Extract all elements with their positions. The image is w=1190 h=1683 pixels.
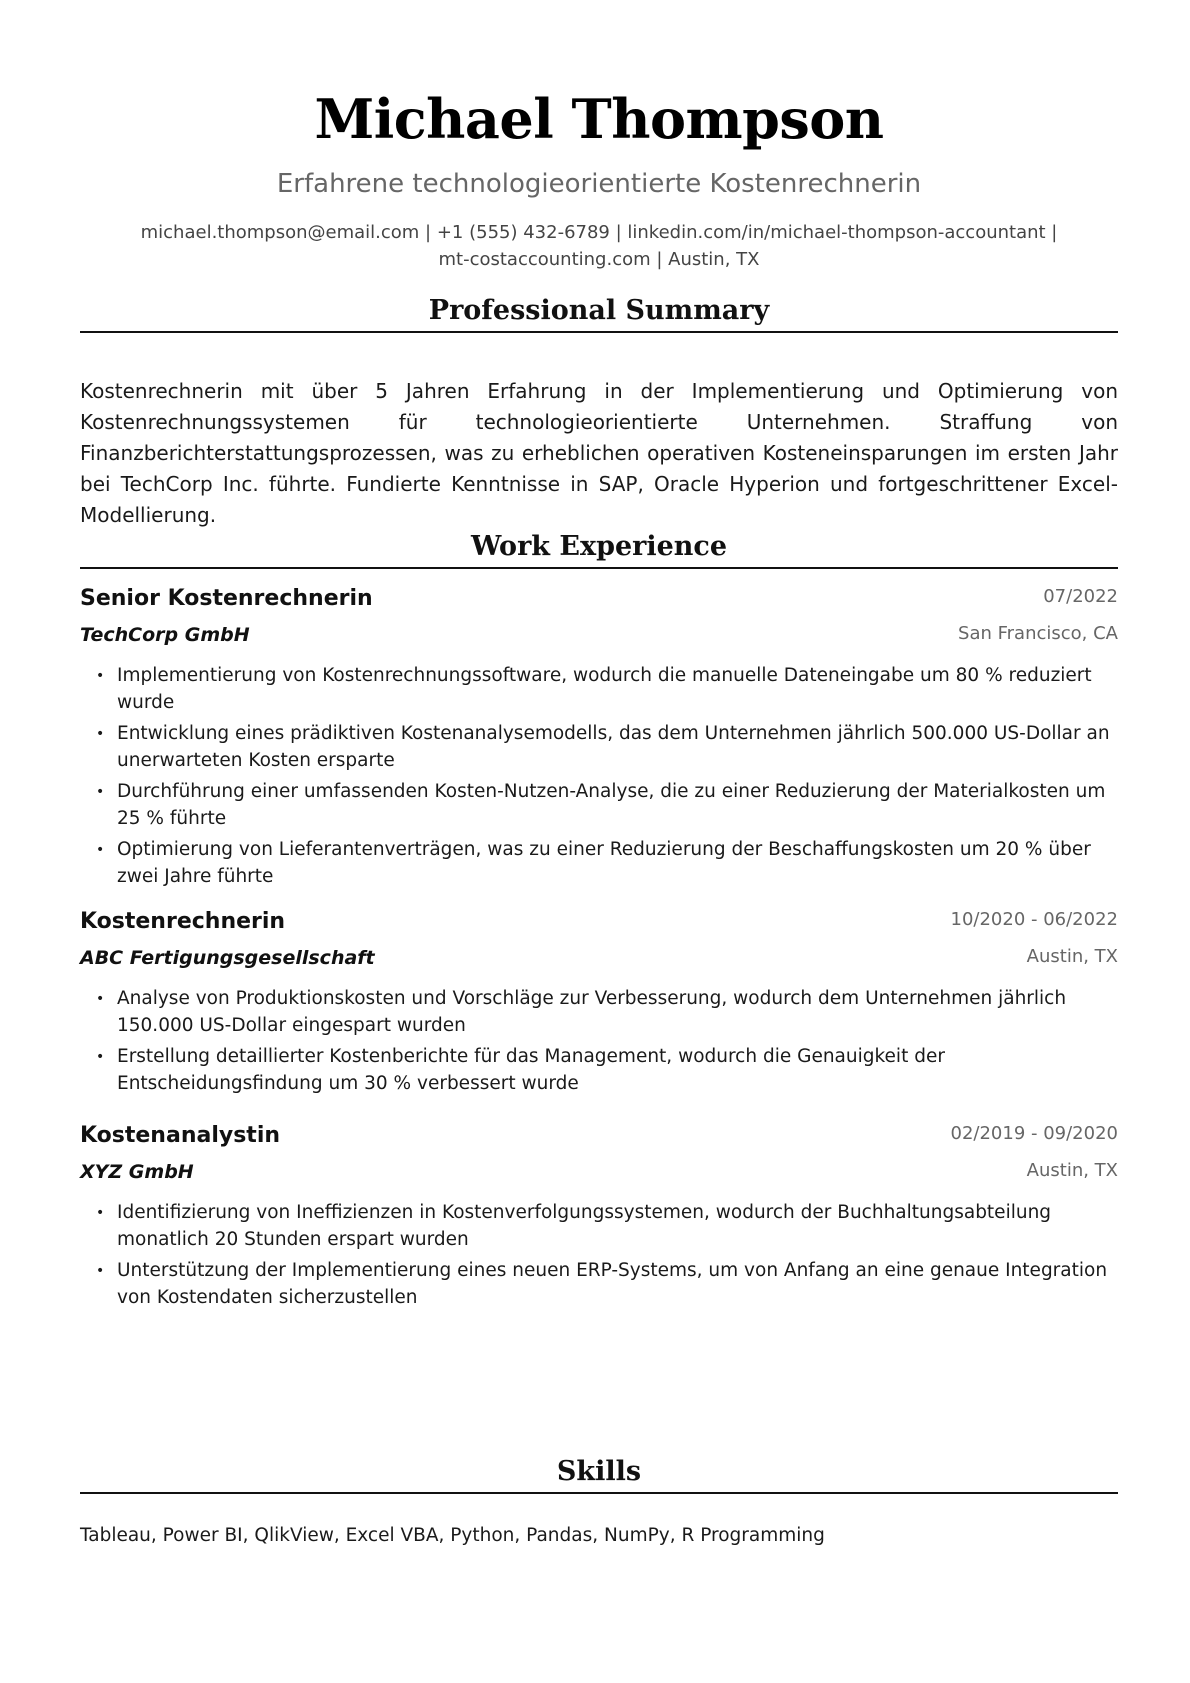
job-title: Kostenrechnerin xyxy=(80,909,286,934)
bullet-icon: • xyxy=(96,1263,105,1279)
company-name: XYZ GmbH xyxy=(80,1161,194,1183)
achievement-text: Entwicklung eines prädiktiven Kostenanalysemodells, das dem Unternehmen jährlich 500.000 US-Dollar an unerwarteten Kosten ersparte xyxy=(117,723,1110,771)
job-achievements xyxy=(80,986,1118,1097)
skills-list: Tableau, Power BI, QlikView, Excel VBA, Python, Pandas, NumPy, R Programming xyxy=(80,1525,825,1546)
job-entry xyxy=(80,1118,1118,1316)
job-location: San Francisco, CA xyxy=(958,623,1118,644)
company-name: ABC Fertigungsgesellschaft xyxy=(80,947,375,969)
achievement-text: Analyse von Produktionskosten und Vorschläge zur Verbesserung, wodurch dem Unternehmen jährlich 150.000 US-Dollar eingespart wurden xyxy=(117,988,1067,1036)
job-date: 10/2020 - 06/2022 xyxy=(950,909,1118,930)
job-date: 02/2019 - 09/2020 xyxy=(950,1123,1118,1144)
experience-divider xyxy=(80,567,1118,569)
achievement-text: Unterstützung der Implementierung eines neuen ERP-Systems, um von Anfang an eine genaue Integration von Kostendaten sicherzustellen xyxy=(117,1260,1108,1308)
bullet-icon: • xyxy=(96,1049,105,1065)
achievement-item xyxy=(80,837,1118,890)
achievement-item xyxy=(80,1258,1118,1311)
achievement-text: Optimierung von Lieferantenverträgen, was zu einer Reduzierung der Beschaffungskosten um 20 % über zwei Jahre führte xyxy=(117,839,1091,887)
bullet-icon: • xyxy=(96,842,105,858)
achievement-item xyxy=(80,1044,1118,1097)
achievement-text: Identifizierung von Ineffizienzen in Kostenverfolgungssystemen, wodurch der Buchhaltungsabteilung monatlich 20 Stunden erspart wurden xyxy=(117,1202,1052,1250)
summary-heading: Professional Summary xyxy=(428,295,770,326)
summary-divider xyxy=(80,331,1118,333)
job-entry xyxy=(80,904,1118,1102)
achievement-item xyxy=(80,779,1118,832)
experience-heading: Work Experience xyxy=(470,531,728,562)
skills-heading: Skills xyxy=(556,1456,642,1487)
achievement-text: Implementierung von Kostenrechnungssoftware, wodurch die manuelle Dateneingabe um 80 % reduziert wurde xyxy=(117,665,1092,713)
contact-info xyxy=(80,219,1118,273)
job-achievements xyxy=(80,663,1118,890)
job-date: 07/2022 xyxy=(1043,586,1118,607)
company-name: TechCorp GmbH xyxy=(80,624,250,646)
achievement-item xyxy=(80,721,1118,774)
job-achievements xyxy=(80,1200,1118,1311)
bullet-icon: • xyxy=(96,991,105,1007)
contact-line-1: michael.thompson@email.com | +1 (555) 432-6789 | linkedin.com/in/michael-thompson-accountant | xyxy=(140,222,1058,243)
achievement-item xyxy=(80,986,1118,1039)
candidate-subtitle: Erfahrene technologieorientierte Kostenrechnerin xyxy=(276,169,922,199)
job-title: Senior Kostenrechnerin xyxy=(80,586,373,611)
summary-text: Kostenrechnerin mit über 5 Jahren Erfahrung in der Implementierung und Optimierung von Kostenrechnungssystemen für technologieorientierte Unternehmen. Straffung von Finanzberichterstattungsprozessen, was zu erheblichen operativen Kosteneinsparungen im ersten Jahr bei TechCorp Inc. führte. Fundierte Kenntnisse in SAP, Oracle Hyperion und fortgeschrittener Excel-Modellierung. xyxy=(80,379,1118,527)
achievement-text: Erstellung detaillierter Kostenberichte für das Management, wodurch die Genauigkeit der Entscheidungsfindung um 30 % verbessert wurde xyxy=(117,1046,945,1094)
job-entry xyxy=(80,581,1118,895)
skills-divider xyxy=(80,1492,1118,1494)
candidate-name: Michael Thompson xyxy=(314,87,884,151)
achievement-text: Durchführung einer umfassenden Kosten-Nutzen-Analyse, die zu einer Reduzierung der Materialkosten um 25 % führte xyxy=(117,781,1106,829)
achievement-item xyxy=(80,663,1118,716)
bullet-icon: • xyxy=(96,726,105,742)
bullet-icon: • xyxy=(96,668,105,684)
bullet-icon: • xyxy=(96,784,105,800)
bullet-icon: • xyxy=(96,1205,105,1221)
job-location: Austin, TX xyxy=(1026,1160,1118,1181)
job-location: Austin, TX xyxy=(1026,946,1118,967)
contact-line-2: mt-costaccounting.com | Austin, TX xyxy=(438,249,760,270)
job-title: Kostenanalystin xyxy=(80,1123,281,1148)
achievement-item xyxy=(80,1200,1118,1253)
